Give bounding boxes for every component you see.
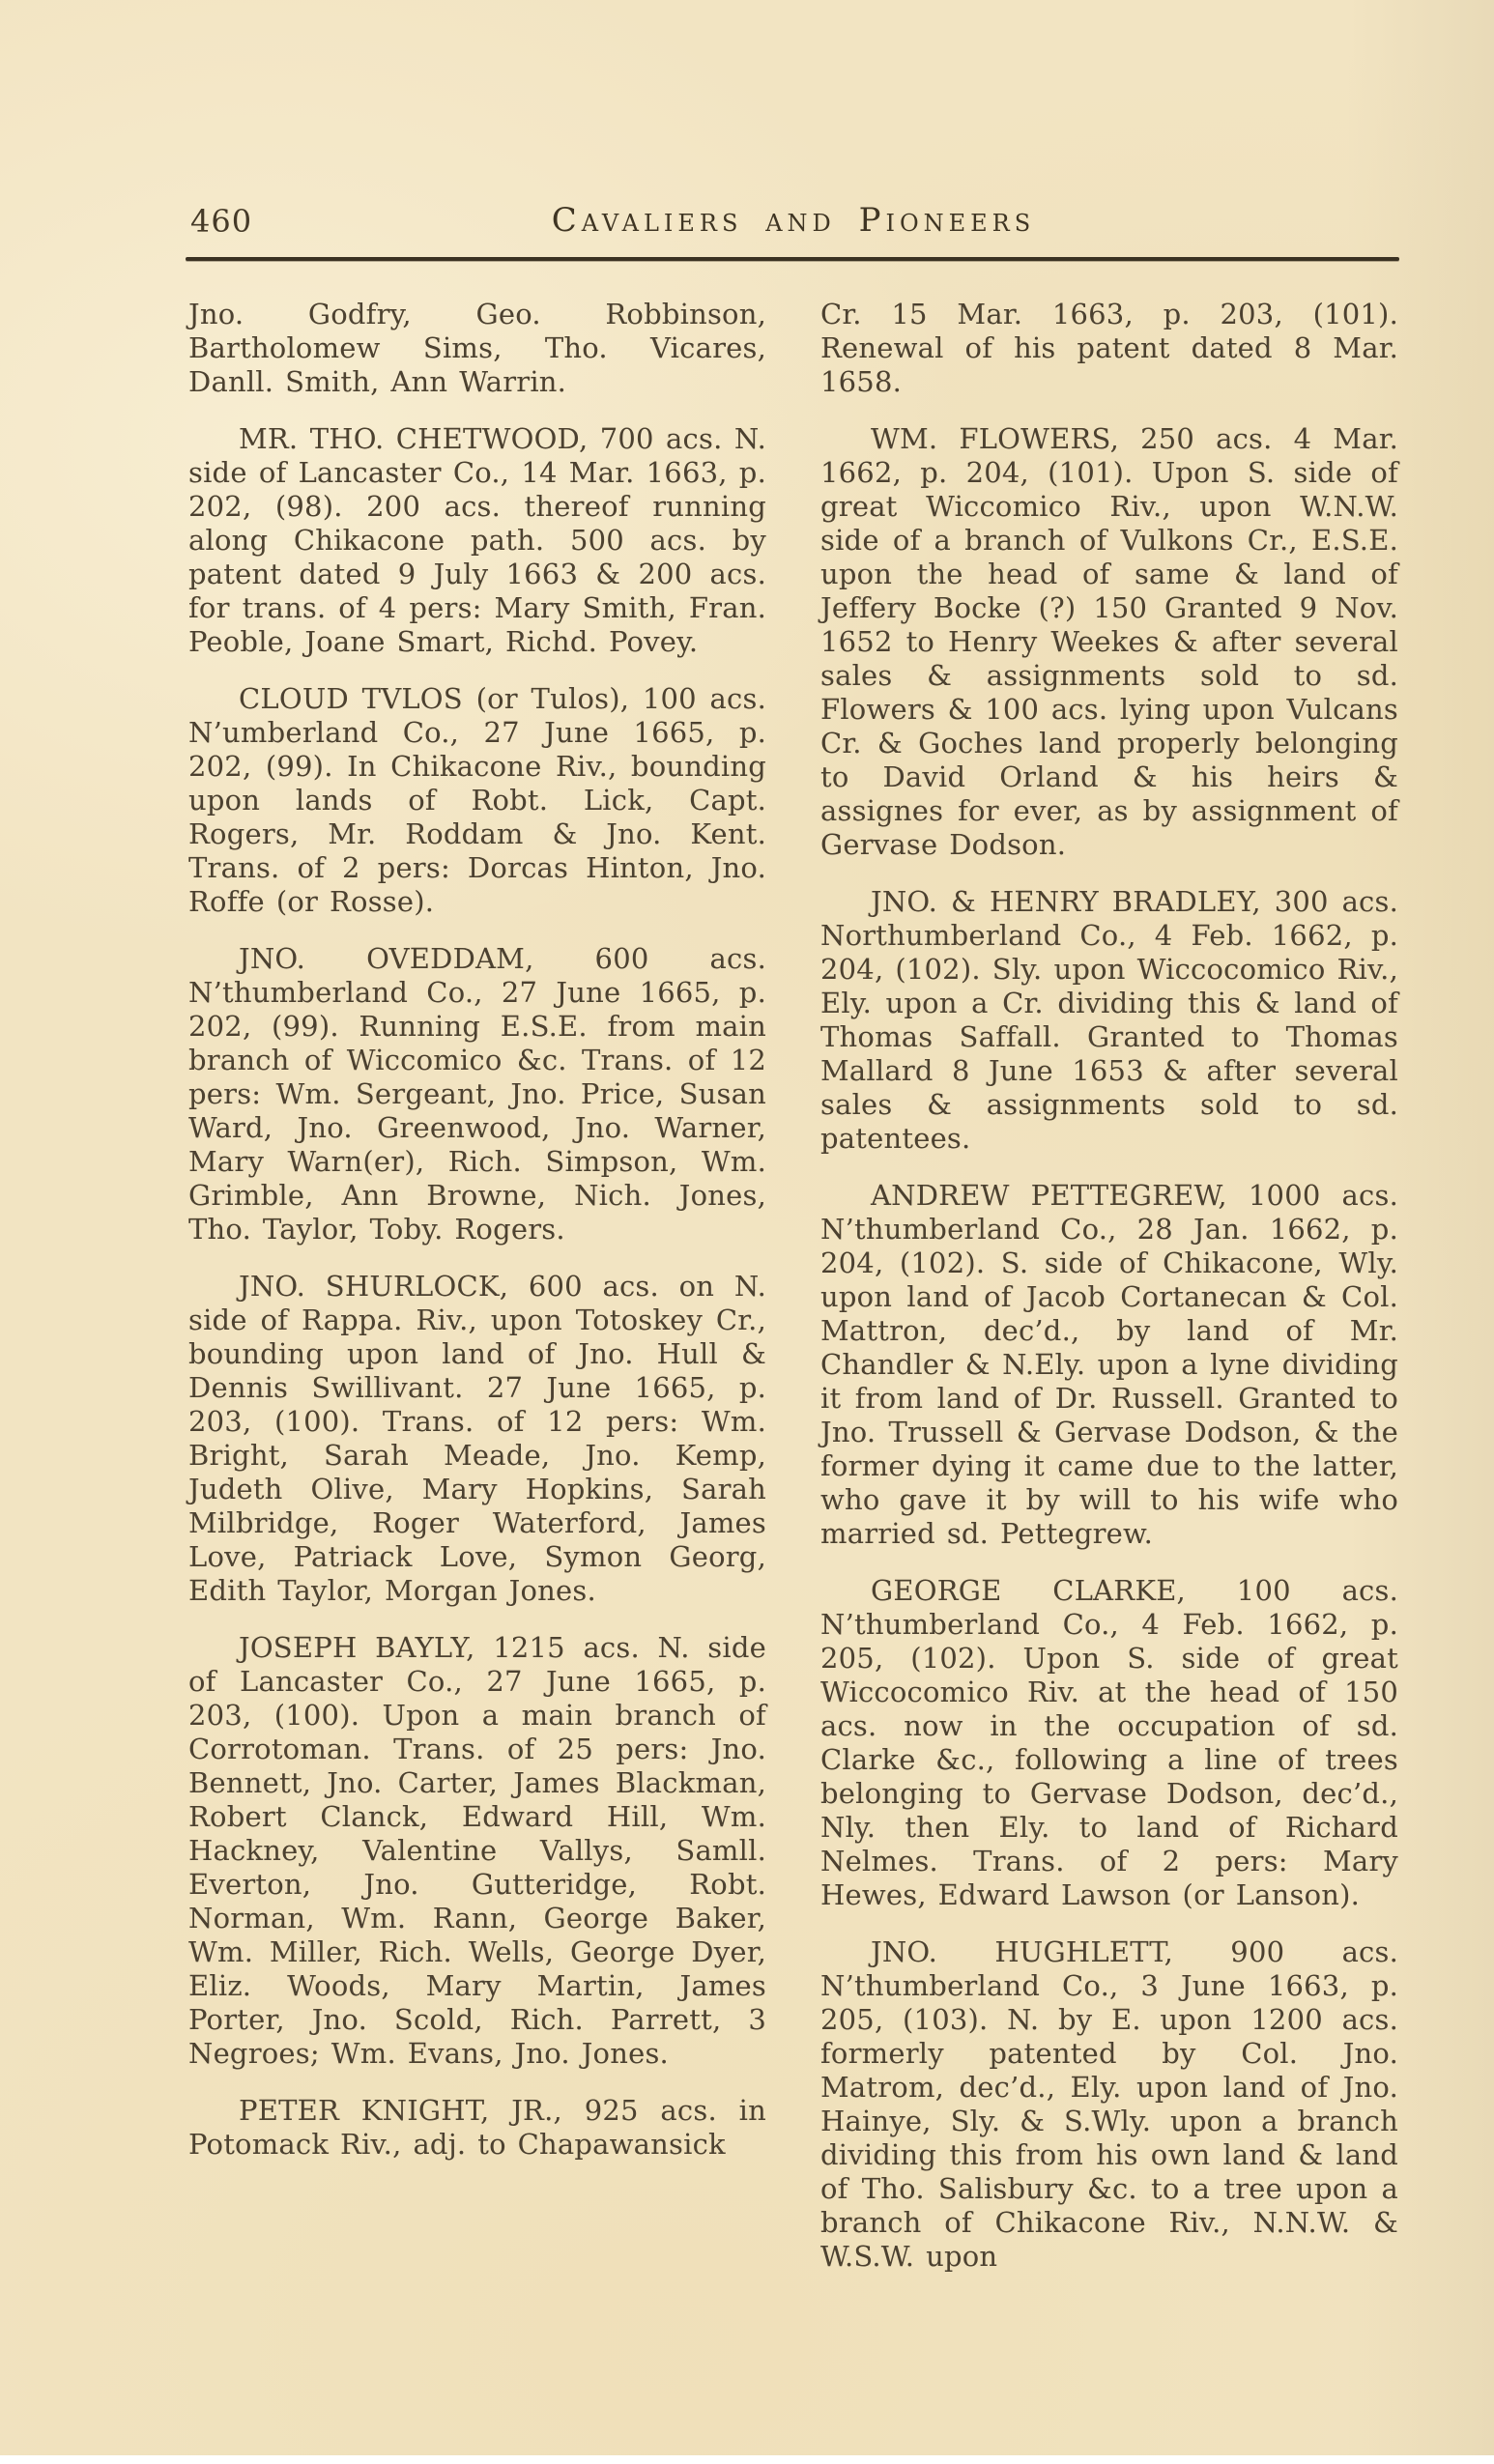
- running-header-title: Cavaliers and Pioneers: [551, 201, 1036, 240]
- page-number: 460: [190, 203, 253, 240]
- entry-shurlock: JNO. SHURLOCK, 600 acs. on N. side of Rappa. Riv., upon Totoskey Cr., bounding upon land of Jno. Hull & Dennis Swillivant. 27 June 1665, p. 203, (100). Trans. of 12 pers: Wm. Bright, Sarah Meade, Jno. Kemp, Judeth Olive, Mary Hopkins, Sarah Milbridge, Roger Waterford, James Love, Patriack Love, Symon Georg, Edith Taylor, Morgan Jones.: [188, 1270, 766, 1607]
- text-columns: [188, 298, 1398, 2297]
- entry-bradley: JNO. & HENRY BRADLEY, 300 acs. Northumberland Co., 4 Feb. 1662, p. 204, (102). Sly. upon Wiccocomico Riv., Ely. upon a Cr. dividing this & land of Thomas Saffall. Granted to Thomas Mallard 8 June 1653 & after several sales & assignments sold to sd. patentees.: [820, 885, 1398, 1155]
- entry-flowers: WM. FLOWERS, 250 acs. 4 Mar. 1662, p. 204, (101). Upon S. side of great Wiccomico Riv., upon W.N.W. side of a branch of Vulkons Cr., E.S.E. upon the head of same & land of Jeffery Bocke (?) 150 Granted 9 Nov. 1652 to Henry Weekes & after several sales & assignments sold to sd. Flowers & 100 acs. lying upon Vulcans Cr. & Goches land properly belonging to David Orland & his heirs & assignes for ever, as by assignment of Gervase Dodson.: [820, 422, 1398, 861]
- entry-chetwood: MR. THO. CHETWOOD, 700 acs. N. side of Lancaster Co., 14 Mar. 1663, p. 202, (98). 200 acs. thereof running along Chikacone path. 500 acs. by patent dated 9 July 1663 & 200 acs. for trans. of 4 pers: Mary Smith, Fran. Peoble, Joane Smart, Richd. Povey.: [188, 422, 766, 658]
- header-rule: [186, 257, 1399, 261]
- left-column: [188, 298, 766, 2297]
- entry-knight-jr: PETER KNIGHT, JR., 925 acs. in Potomack Riv., adj. to Chapawansick: [188, 2094, 766, 2161]
- entry-oveddam: JNO. OVEDDAM, 600 acs. N’thumberland Co., 27 June 1665, p. 202, (99). Running E.S.E. from main branch of Wiccomico &c. Trans. of 12 pers: Wm. Sergeant, Jno. Price, Susan Ward, Jno. Greenwood, Jno. Warner, Mary Warn(er), Rich. Simpson, Wm. Grimble, Ann Browne, Nich. Jones, Tho. Taylor, Toby. Rogers.: [188, 942, 766, 1246]
- entry-tvlos: CLOUD TVLOS (or Tulos), 100 acs. N’umberland Co., 27 June 1665, p. 202, (99). In Chikacone Riv., bounding upon lands of Robt. Lick, Capt. Rogers, Mr. Roddam & Jno. Kent. Trans. of 2 pers: Dorcas Hinton, Jno. Roffe (or Rosse).: [188, 682, 766, 918]
- right-column: [820, 298, 1398, 2297]
- entry-clarke: GEORGE CLARKE, 100 acs. N’thumberland Co., 4 Feb. 1662, p. 205, (102). Upon S. side of great Wiccocomico Riv. at the head of 150 acs. now in the occupation of sd. Clarke &c., following a line of trees belonging to Gervase Dodson, dec’d., Nly. then Ely. to land of Richard Nelmes. Trans. of 2 pers: Mary Hewes, Edward Lawson (or Lanson).: [820, 1574, 1398, 1911]
- entry-hughlett: JNO. HUGHLETT, 900 acs. N’thumberland Co., 3 June 1663, p. 205, (103). N. by E. upon 1200 acs. formerly patented by Col. Jno. Matrom, dec’d., Ely. upon land of Jno. Hainye, Sly. & S.Wly. upon a branch dividing this from his own land & land of Tho. Salisbury &c. to a tree upon a branch of Chikacone Riv., N.N.W. & W.S.W. upon: [820, 1935, 1398, 2273]
- scan-bottom-edge: [0, 2455, 1494, 2464]
- entry-knight-jr-continuation: Cr. 15 Mar. 1663, p. 203, (101). Renewal of his patent dated 8 Mar. 1658.: [820, 298, 1398, 398]
- entry-bayly: JOSEPH BAYLY, 1215 acs. N. side of Lancaster Co., 27 June 1665, p. 203, (100). Upon a main branch of Corrotoman. Trans. of 25 pers: Jno. Bennett, Jno. Carter, James Blackman, Robert Clanck, Edward Hill, Wm. Hackney, Valentine Vallys, Samll. Everton, Jno. Gutteridge, Robt. Norman, Wm. Rann, George Baker, Wm. Miller, Rich. Wells, George Dyer, Eliz. Woods, Mary Martin, James Porter, Jno. Scold, Rich. Parrett, 3 Negroes; Wm. Evans, Jno. Jones.: [188, 1631, 766, 2070]
- entry-pettegrew: ANDREW PETTEGREW, 1000 acs. N’thumberland Co., 28 Jan. 1662, p. 204, (102). S. side of Chikacone, Wly. upon land of Jacob Cortanecan & Col. Mattron, dec’d., by land of Mr. Chandler & N.Ely. upon a lyne dividing it from land of Dr. Russell. Granted to Jno. Trussell & Gervase Dodson, & the former dying it came due to the latter, who gave it by will to his wife who married sd. Pettegrew.: [820, 1179, 1398, 1550]
- entry-knight-senior-continuation: Jno. Godfry, Geo. Robbinson, Bartholomew Sims, Tho. Vicares, Danll. Smith, Ann Warrin.: [188, 298, 766, 398]
- running-header: [188, 197, 1398, 244]
